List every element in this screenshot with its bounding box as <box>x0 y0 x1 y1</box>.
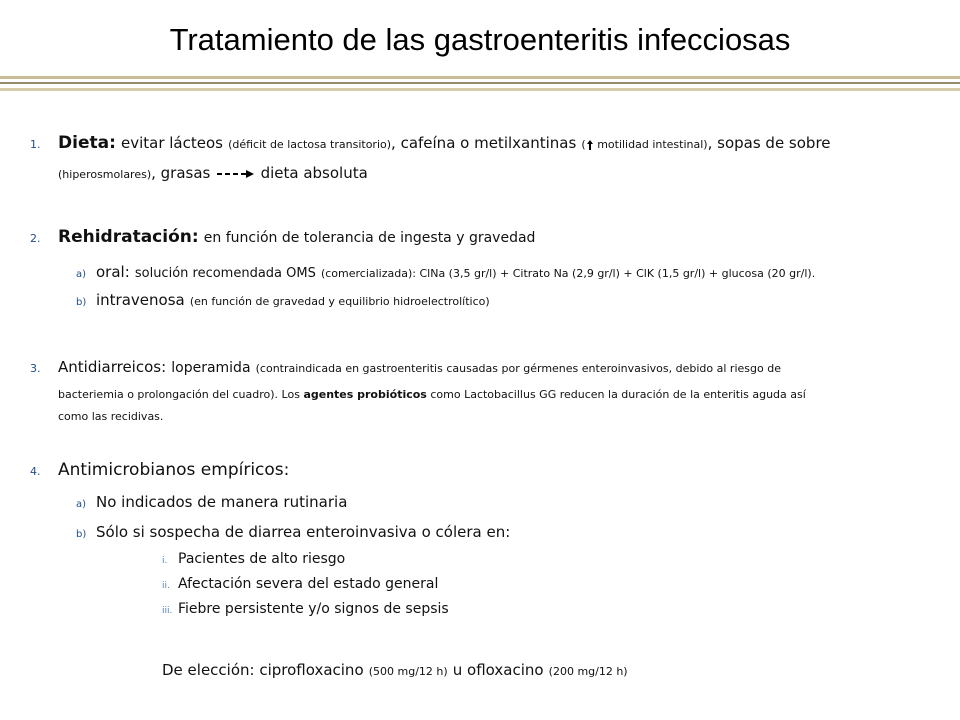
item4-line1 <box>30 460 289 480</box>
item4-sub-ii-text: Afectación severa del estado general <box>178 576 439 592</box>
item2-sub-a-label: a) <box>76 269 87 280</box>
item2-sub-b-label: b) <box>76 297 87 308</box>
item4-choice <box>162 660 628 679</box>
item1-note-hiperosmolares: (hiperosmolares) <box>58 168 152 181</box>
item4-sub-a <box>76 492 347 511</box>
item1-text-lacteos: evitar lácteos <box>120 134 223 152</box>
up-arrow-icon <box>586 139 594 151</box>
item1-text-dieta-absoluta: dieta absoluta <box>260 164 368 182</box>
title-divider-middle <box>0 82 960 84</box>
item4-choice-oflox: u ofloxacino <box>452 661 544 679</box>
item2-sub-a-head: oral: <box>96 263 130 281</box>
item4-choice-dose2: (200 mg/12 h) <box>548 665 628 678</box>
item1-text-grasas: , grasas <box>151 164 211 182</box>
item2-sub-b-head: intravenosa <box>96 291 185 309</box>
title-divider-top <box>0 76 960 79</box>
item3-number: 3. <box>30 362 41 375</box>
item4-sub-i <box>162 548 345 567</box>
item2-sub-b-note: (en función de gravedad y equilibrio hidroelectrolítico) <box>189 295 490 308</box>
item4-sub-ii-label: ii. <box>162 581 170 591</box>
item3-line1 <box>30 357 781 376</box>
item4-number: 4. <box>30 465 41 478</box>
item2-line1 <box>30 227 535 247</box>
item1-note-motilidad: ( motilidad intestinal) <box>581 138 708 151</box>
item4-sub-iii-text: Fiebre persistente y/o signos de sepsis <box>178 601 449 617</box>
item2-sub-a-text: solución recomendada OMS <box>134 266 316 281</box>
item1-text-cafeina: , cafeína o metilxantinas <box>391 134 577 152</box>
item4-sub-b-label: b) <box>76 529 87 540</box>
item3-line3 <box>58 410 163 423</box>
item4-choice-dose1: (500 mg/12 h) <box>368 665 448 678</box>
item2-sub-b <box>76 290 490 309</box>
item3-note-line2a: bacteriemia o prolongación del cuadro). Los <box>58 388 300 401</box>
dashed-right-arrow-icon <box>215 168 255 180</box>
item3-drug: loperamida <box>171 360 251 376</box>
item2-sub-a <box>76 262 815 281</box>
item4-heading: Antimicrobianos empíricos: <box>58 460 290 480</box>
item2-heading: Rehidratación: <box>58 227 199 247</box>
item4-choice-cipro: De elección: ciprofloxacino <box>162 661 364 679</box>
item4-sub-i-text: Pacientes de alto riesgo <box>178 551 346 567</box>
item4-sub-a-label: a) <box>76 499 87 510</box>
item4-sub-b <box>76 522 510 541</box>
item3-note-line1: (contraindicada en gastroenteritis causadas por gérmenes enteroinvasivos, debido al riesgo de <box>255 362 781 375</box>
item3-note-line2c: como Lactobacillus GG reducen la duración de la enteritis aguda así <box>430 388 806 401</box>
item4-sub-i-label: i. <box>162 556 168 566</box>
item2-number: 2. <box>30 232 41 245</box>
item1-note-lactosa: (déficit de lactosa transitorio) <box>228 138 392 151</box>
item1-heading: Dieta: <box>58 133 116 153</box>
item2-sub-a-note: (comercializada): ClNa (3,5 gr/l) + Citrato Na (2,9 gr/l) + ClK (1,5 gr/l) + glucosa (20 gr/l). <box>320 267 816 280</box>
item2-text: en función de tolerancia de ingesta y gravedad <box>203 230 536 246</box>
item3-note-line3: como las recidivas. <box>58 410 164 423</box>
item3-line2 <box>58 388 806 401</box>
title-divider-bottom <box>0 88 960 91</box>
item4-sub-a-text: No indicados de manera rutinaria <box>96 493 348 511</box>
item4-sub-ii <box>162 573 438 592</box>
item4-sub-iii-label: iii. <box>162 606 173 616</box>
item3-note-probioticos: agentes probióticos <box>303 388 427 401</box>
item1-line1 <box>30 133 831 153</box>
item1-text-sopas: , sopas de sobre <box>707 134 831 152</box>
item1-line2 <box>58 163 368 182</box>
item1-number: 1. <box>30 138 41 151</box>
item3-heading: Antidiarreicos: <box>58 358 167 376</box>
item4-sub-iii <box>162 598 449 617</box>
item4-sub-b-text: Sólo si sospecha de diarrea enteroinvasiva o cólera en: <box>96 523 511 541</box>
slide-title: Tratamiento de las gastroenteritis infecciosas <box>169 22 791 57</box>
